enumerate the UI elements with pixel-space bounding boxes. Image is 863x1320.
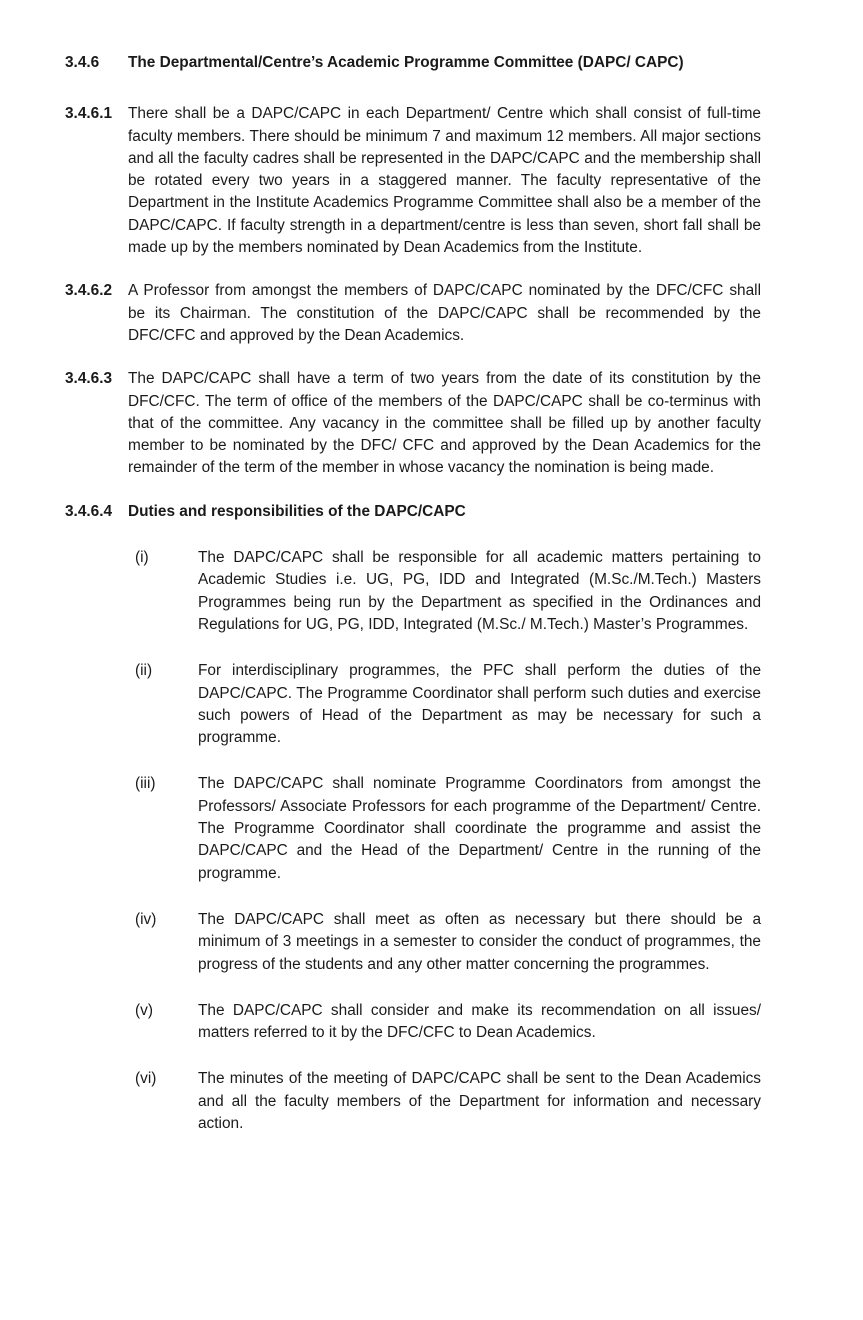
list-item bbox=[135, 773, 761, 884]
section-paragraph bbox=[65, 368, 761, 479]
section-number: 3.4.6.3 bbox=[65, 370, 113, 388]
section-number: 3.4.6.1 bbox=[65, 105, 113, 123]
list-item bbox=[135, 660, 761, 749]
section-subheading bbox=[65, 501, 761, 523]
section-number: 3.4.6.4 bbox=[65, 502, 113, 520]
paragraph-text: A Professor from amongst the members of DAPC/CAPC nominated by the DFC/CFC shall be its Chairman. The constitution of the DAPC/CAPC shall be recommended by the DFC/CFC and approved by the Dean Academics. bbox=[128, 282, 761, 344]
section-paragraph bbox=[65, 103, 761, 259]
list-item-label: (i) bbox=[135, 549, 149, 567]
duties-list bbox=[135, 547, 761, 1135]
list-item-text: The DAPC/CAPC shall nominate Programme Coordinators from amongst the Professors/ Associate Professors for each programme of the Department/ Centre. The Programme Coordinator shall coordinate the programme and assist the DAPC/CAPC and the Head of the Department/ Centre in the running of the programme. bbox=[198, 775, 761, 882]
list-item bbox=[135, 547, 761, 636]
section-number: 3.4.6.2 bbox=[65, 282, 113, 300]
paragraph-text: There shall be a DAPC/CAPC in each Department/ Centre which shall consist of full-time faculty members. There should be minimum 7 and maximum 12 members. All major sections and all the faculty cadres shall be represented in the DAPC/CAPC and the membership shall be rotated every two years in a staggered manner. The faculty representative of the Department in the Institute Academics Programme Committee shall also be a member of the DAPC/CAPC. If faculty strength in a department/centre is less than seven, short fall shall be made up by the members nominated by Dean Academics from the Institute. bbox=[128, 105, 761, 257]
list-item-label: (v) bbox=[135, 1001, 153, 1019]
list-item-label: (vi) bbox=[135, 1070, 157, 1088]
list-item-label: (ii) bbox=[135, 662, 153, 680]
list-item-text: For interdisciplinary programmes, the PFC shall perform the duties of the DAPC/CAPC. The Programme Coordinator shall perform such duties and exercise such powers of Head of the Department as may be necessary for such a programme. bbox=[198, 662, 761, 747]
section-paragraph bbox=[65, 280, 761, 347]
section-heading-text: The Departmental/Centre’s Academic Programme Committee (DAPC/ CAPC) bbox=[128, 54, 684, 71]
list-item-label: (iii) bbox=[135, 775, 156, 793]
section-heading bbox=[65, 52, 761, 74]
list-item-text: The DAPC/CAPC shall meet as often as necessary but there should be a minimum of 3 meetings in a semester to consider the conduct of programmes, the progress of the students and any other matter concerning the programmes. bbox=[198, 910, 761, 973]
list-item-text: The DAPC/CAPC shall consider and make its recommendation on all issues/ matters referred to it by the DFC/CFC to Dean Academics. bbox=[198, 1001, 761, 1042]
list-item-text: The minutes of the meeting of DAPC/CAPC shall be sent to the Dean Academics and all the faculty members of the Department for information and necessary action. bbox=[198, 1070, 761, 1132]
list-item bbox=[135, 1000, 761, 1045]
subheading-text: Duties and responsibilities of the DAPC/CAPC bbox=[128, 502, 466, 520]
section-number: 3.4.6 bbox=[65, 54, 100, 71]
paragraph-text: The DAPC/CAPC shall have a term of two years from the date of its constitution by the DFC/CFC. The term of office of the members of the DAPC/CAPC shall be co-terminus with that of the committee. Any vacancy in the committee shall be filled up by another faculty member to be nominated by the DFC/ CFC and approved by the Dean Academics for the remainder of the term of the member in whose vacancy the nomination is being made. bbox=[128, 370, 761, 477]
list-item-label: (iv) bbox=[135, 910, 157, 928]
list-item-text: The DAPC/CAPC shall be responsible for all academic matters pertaining to Academic Studies i.e. UG, PG, IDD and Integrated (M.Sc./M.Tech.) Masters Programmes being run by the Department as specified in the Ordinances and Regulations for UG, PG, IDD, Integrated (M.Sc./ M.Tech.) Master’s Programmes. bbox=[198, 549, 761, 633]
list-item bbox=[135, 1068, 761, 1135]
list-item bbox=[135, 909, 761, 976]
